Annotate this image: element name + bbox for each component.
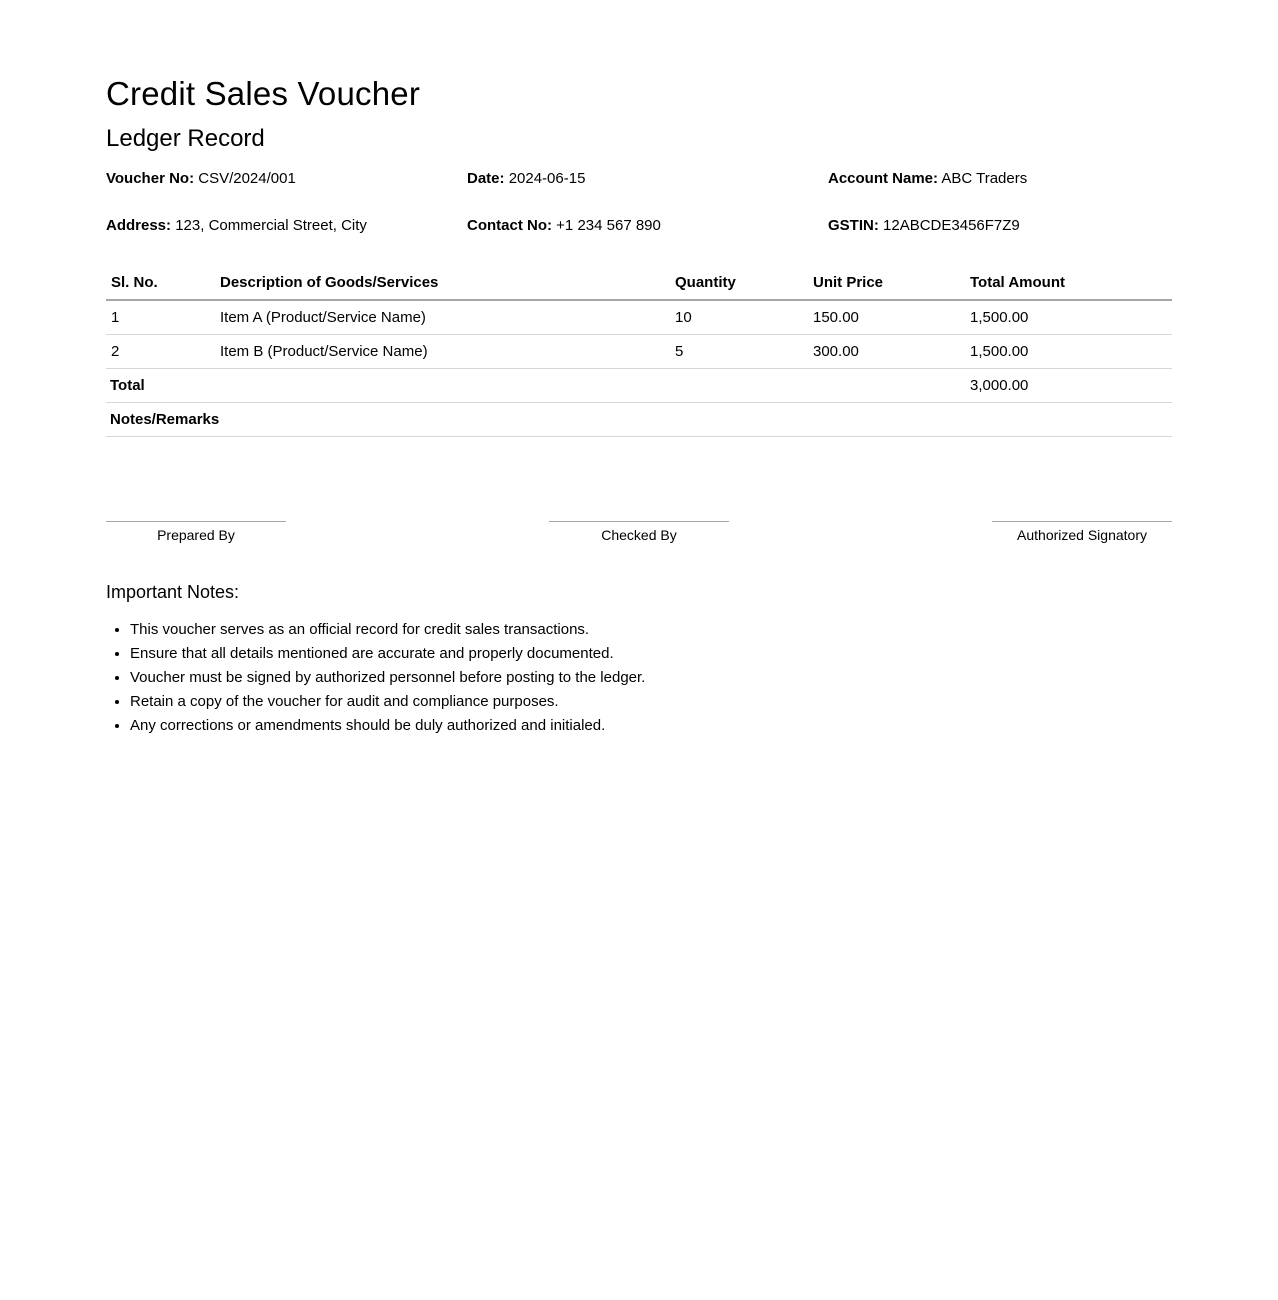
important-notes-heading: Important Notes:	[106, 582, 240, 602]
page-subtitle: Ledger Record	[106, 125, 265, 152]
table-header-row	[106, 266, 1172, 300]
header-sl-no: Sl. No.	[106, 266, 215, 300]
important-notes-list	[106, 618, 1172, 738]
prepared-by-signature: Prepared By	[106, 521, 286, 543]
date-value: 2024-06-15	[508, 170, 586, 187]
cell-description: Item A (Product/Service Name)	[215, 300, 670, 335]
cell-sl-no: 2	[106, 335, 215, 369]
list-item: • This voucher serves as an official record for credit sales transactions.	[130, 618, 1172, 642]
cell-unit-price: 300.00	[808, 335, 965, 369]
voucher-info	[106, 170, 1172, 235]
address-label: Address:	[106, 217, 172, 234]
cell-quantity: 10	[670, 300, 808, 335]
cell-description: Item B (Product/Service Name)	[215, 335, 670, 369]
table-row	[106, 335, 1172, 369]
total-label: Total	[106, 369, 965, 403]
list-item: • Voucher must be signed by authorized personnel before posting to the ledger.	[130, 666, 1172, 690]
account-name-label: Account Name:	[828, 170, 939, 187]
address-field	[106, 217, 467, 235]
cell-sl-no: 1	[106, 300, 215, 335]
cell-total-amount: 1,500.00	[965, 300, 1172, 335]
items-table	[106, 266, 1172, 437]
gstin-label: GSTIN:	[828, 217, 879, 234]
notes-remarks-label: Notes/Remarks	[106, 403, 1172, 437]
cell-quantity: 5	[670, 335, 808, 369]
notes-row	[106, 403, 1172, 437]
contact-field	[467, 217, 828, 235]
checked-by-signature: Checked By	[549, 521, 729, 543]
header-unit-price: Unit Price	[808, 266, 965, 300]
header-total-amount: Total Amount	[965, 266, 1172, 300]
page-title: Credit Sales Voucher	[106, 75, 421, 112]
total-value: 3,000.00	[965, 369, 1172, 403]
account-name-value: ABC Traders	[941, 170, 1028, 187]
list-item: • Any corrections or amendments should be duly authorized and initialed.	[130, 714, 1172, 738]
date-field	[467, 170, 828, 188]
authorized-signatory-signature: Authorized Signatory	[992, 521, 1172, 543]
voucher-page	[106, 0, 1172, 738]
cell-unit-price: 150.00	[808, 300, 965, 335]
contact-value: +1 234 567 890	[556, 217, 661, 234]
voucher-no-value: CSV/2024/001	[198, 170, 296, 187]
header-quantity: Quantity	[670, 266, 808, 300]
cell-total-amount: 1,500.00	[965, 335, 1172, 369]
voucher-no-field	[106, 170, 467, 188]
table-row	[106, 300, 1172, 335]
total-row	[106, 369, 1172, 403]
contact-label: Contact No:	[467, 217, 552, 234]
date-label: Date:	[467, 170, 505, 187]
voucher-no-label: Voucher No:	[106, 170, 195, 187]
gstin-value: 12ABCDE3456F7Z9	[883, 217, 1020, 234]
list-item: • Ensure that all details mentioned are accurate and properly documented.	[130, 642, 1172, 666]
account-name-field	[828, 170, 1172, 188]
address-value: 123, Commercial Street, City	[175, 217, 367, 234]
gstin-field	[828, 217, 1172, 235]
list-item: • Retain a copy of the voucher for audit and compliance purposes.	[130, 690, 1172, 714]
header-description: Description of Goods/Services	[215, 266, 670, 300]
signature-section	[106, 521, 1172, 545]
